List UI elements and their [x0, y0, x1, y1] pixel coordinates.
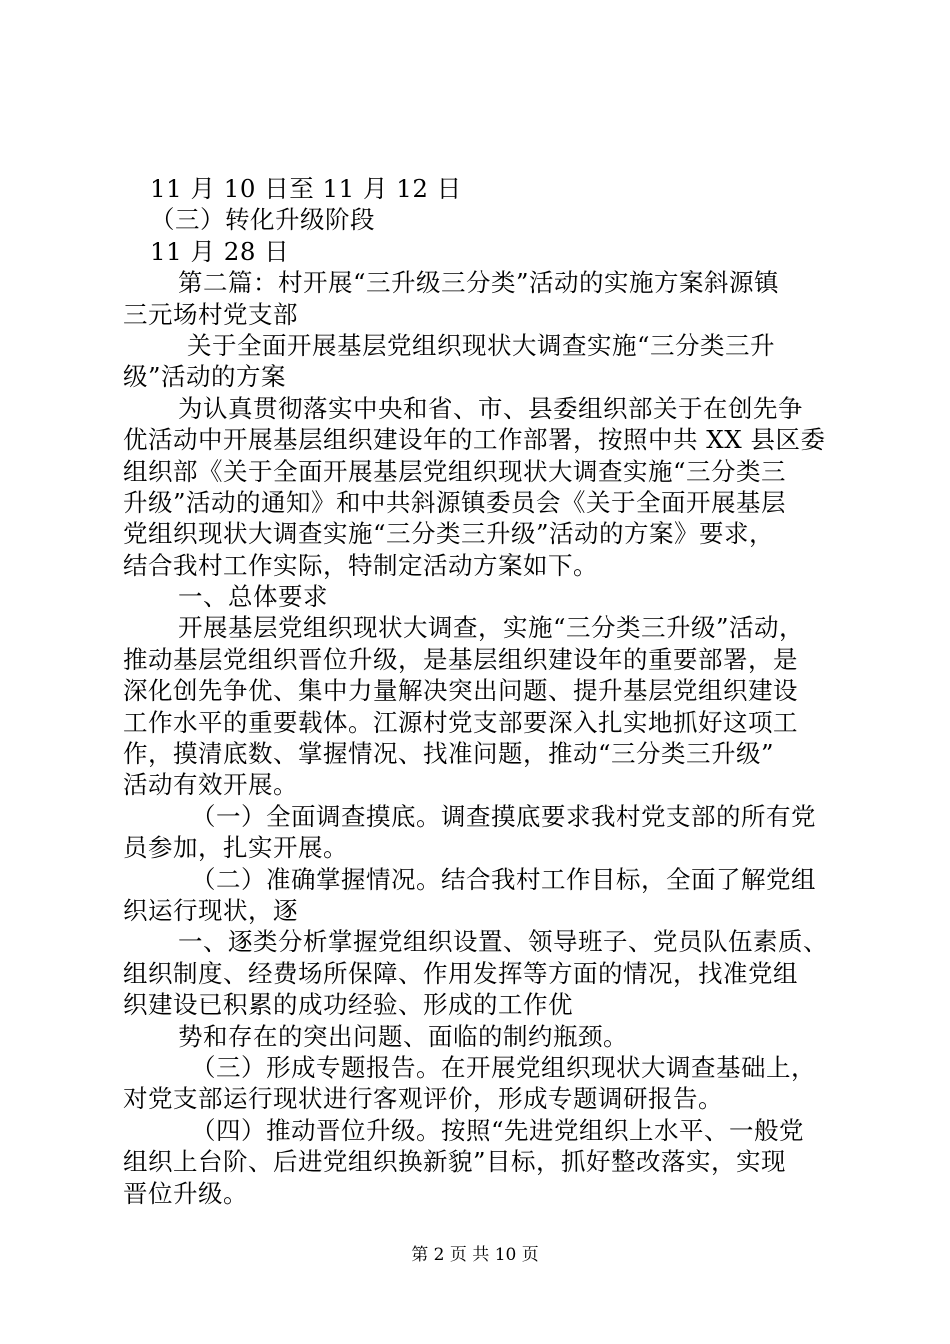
section-heading: （三）转化升级阶段 [150, 205, 375, 235]
paragraph-line: 升级”活动的通知》和中共斜源镇委员会《关于全面开展基层 [123, 487, 787, 517]
paragraph-line: 势和存在的突出问题、面临的制约瓶颈。 [178, 1021, 628, 1051]
paragraph-line: 推动基层党组织晋位升级，是基层组织建设年的重要部署，是 [123, 644, 798, 674]
paragraph-line: 组织制度、经费场所保障、作用发挥等方面的情况，找准党组 [123, 958, 798, 988]
chapter-title: 第二篇：村开展“三升级三分类”活动的实施方案斜源镇 [178, 268, 780, 298]
paragraph-line: 织建设已积累的成功经验、形成的工作优 [123, 990, 573, 1020]
paragraph-line: 结合我村工作实际，特制定活动方案如下。 [123, 550, 598, 580]
page-number-footer: 第 2 页 共 10 页 [411, 1245, 539, 1265]
paragraph-line: 开展基层党组织现状大调查，实施“三分类三升级”活动， [178, 613, 805, 643]
paragraph-line: 11 月 10 日至 11 月 12 日 [150, 174, 462, 203]
paragraph-line: 组织上台阶、后进党组织换新貌”目标，抓好整改落实，实现 [123, 1147, 787, 1177]
document-subtitle-continued: 级”活动的方案 [123, 362, 287, 392]
paragraph-line: 组织部《关于全面开展基层党组织现状大调查实施“三分类三 [123, 456, 787, 486]
paragraph-line: （一）全面调查摸底。调查摸底要求我村党支部的所有党 [191, 801, 816, 831]
paragraph-line: 工作水平的重要载体。江源村党支部要深入扎实地抓好这项工 [123, 707, 798, 737]
paragraph-line: 党组织现状大调查实施“三分类三升级”活动的方案》要求， [123, 519, 775, 549]
chapter-title-continued: 三元场村党支部 [123, 299, 298, 329]
paragraph-line: 对党支部运行现状进行客观评价，形成专题调研报告。 [123, 1084, 723, 1114]
paragraph-line: 一、逐类分析掌握党组织设置、领导班子、党员队伍素质、 [178, 927, 828, 957]
section-heading: 一、总体要求 [178, 582, 328, 612]
document-subtitle: 关于全面开展基层党组织现状大调查实施“三分类三升 [187, 330, 776, 360]
paragraph-line: （三）形成专题报告。在开展党组织现状大调查基础上， [191, 1052, 816, 1082]
paragraph-line: 员参加，扎实开展。 [123, 833, 348, 863]
paragraph-line: 晋位升级。 [123, 1178, 248, 1208]
paragraph-line: 为认真贯彻落实中央和省、市、县委组织部关于在创先争 [178, 393, 803, 423]
paragraph-line: 活动有效开展。 [123, 770, 298, 800]
paragraph-line: 优活动中开展基层组织建设年的工作部署，按照中共 XX 县区委 [123, 425, 826, 455]
paragraph-line: （四）推动晋位升级。按照“先进党组织上水平、一般党 [191, 1115, 805, 1145]
document-body [123, 173, 843, 1209]
paragraph-line: 深化创先争优、集中力量解决突出问题、提升基层党组织建设 [123, 676, 798, 706]
paragraph-line: 11 月 28 日 [150, 236, 290, 266]
paragraph-line: 作，摸清底数、掌握情况、找准问题，推动“三分类三升级” [123, 739, 775, 769]
paragraph-line: 织运行现状，逐 [123, 895, 298, 925]
paragraph-line: （二）准确掌握情况。结合我村工作目标，全面了解党组 [191, 864, 816, 894]
